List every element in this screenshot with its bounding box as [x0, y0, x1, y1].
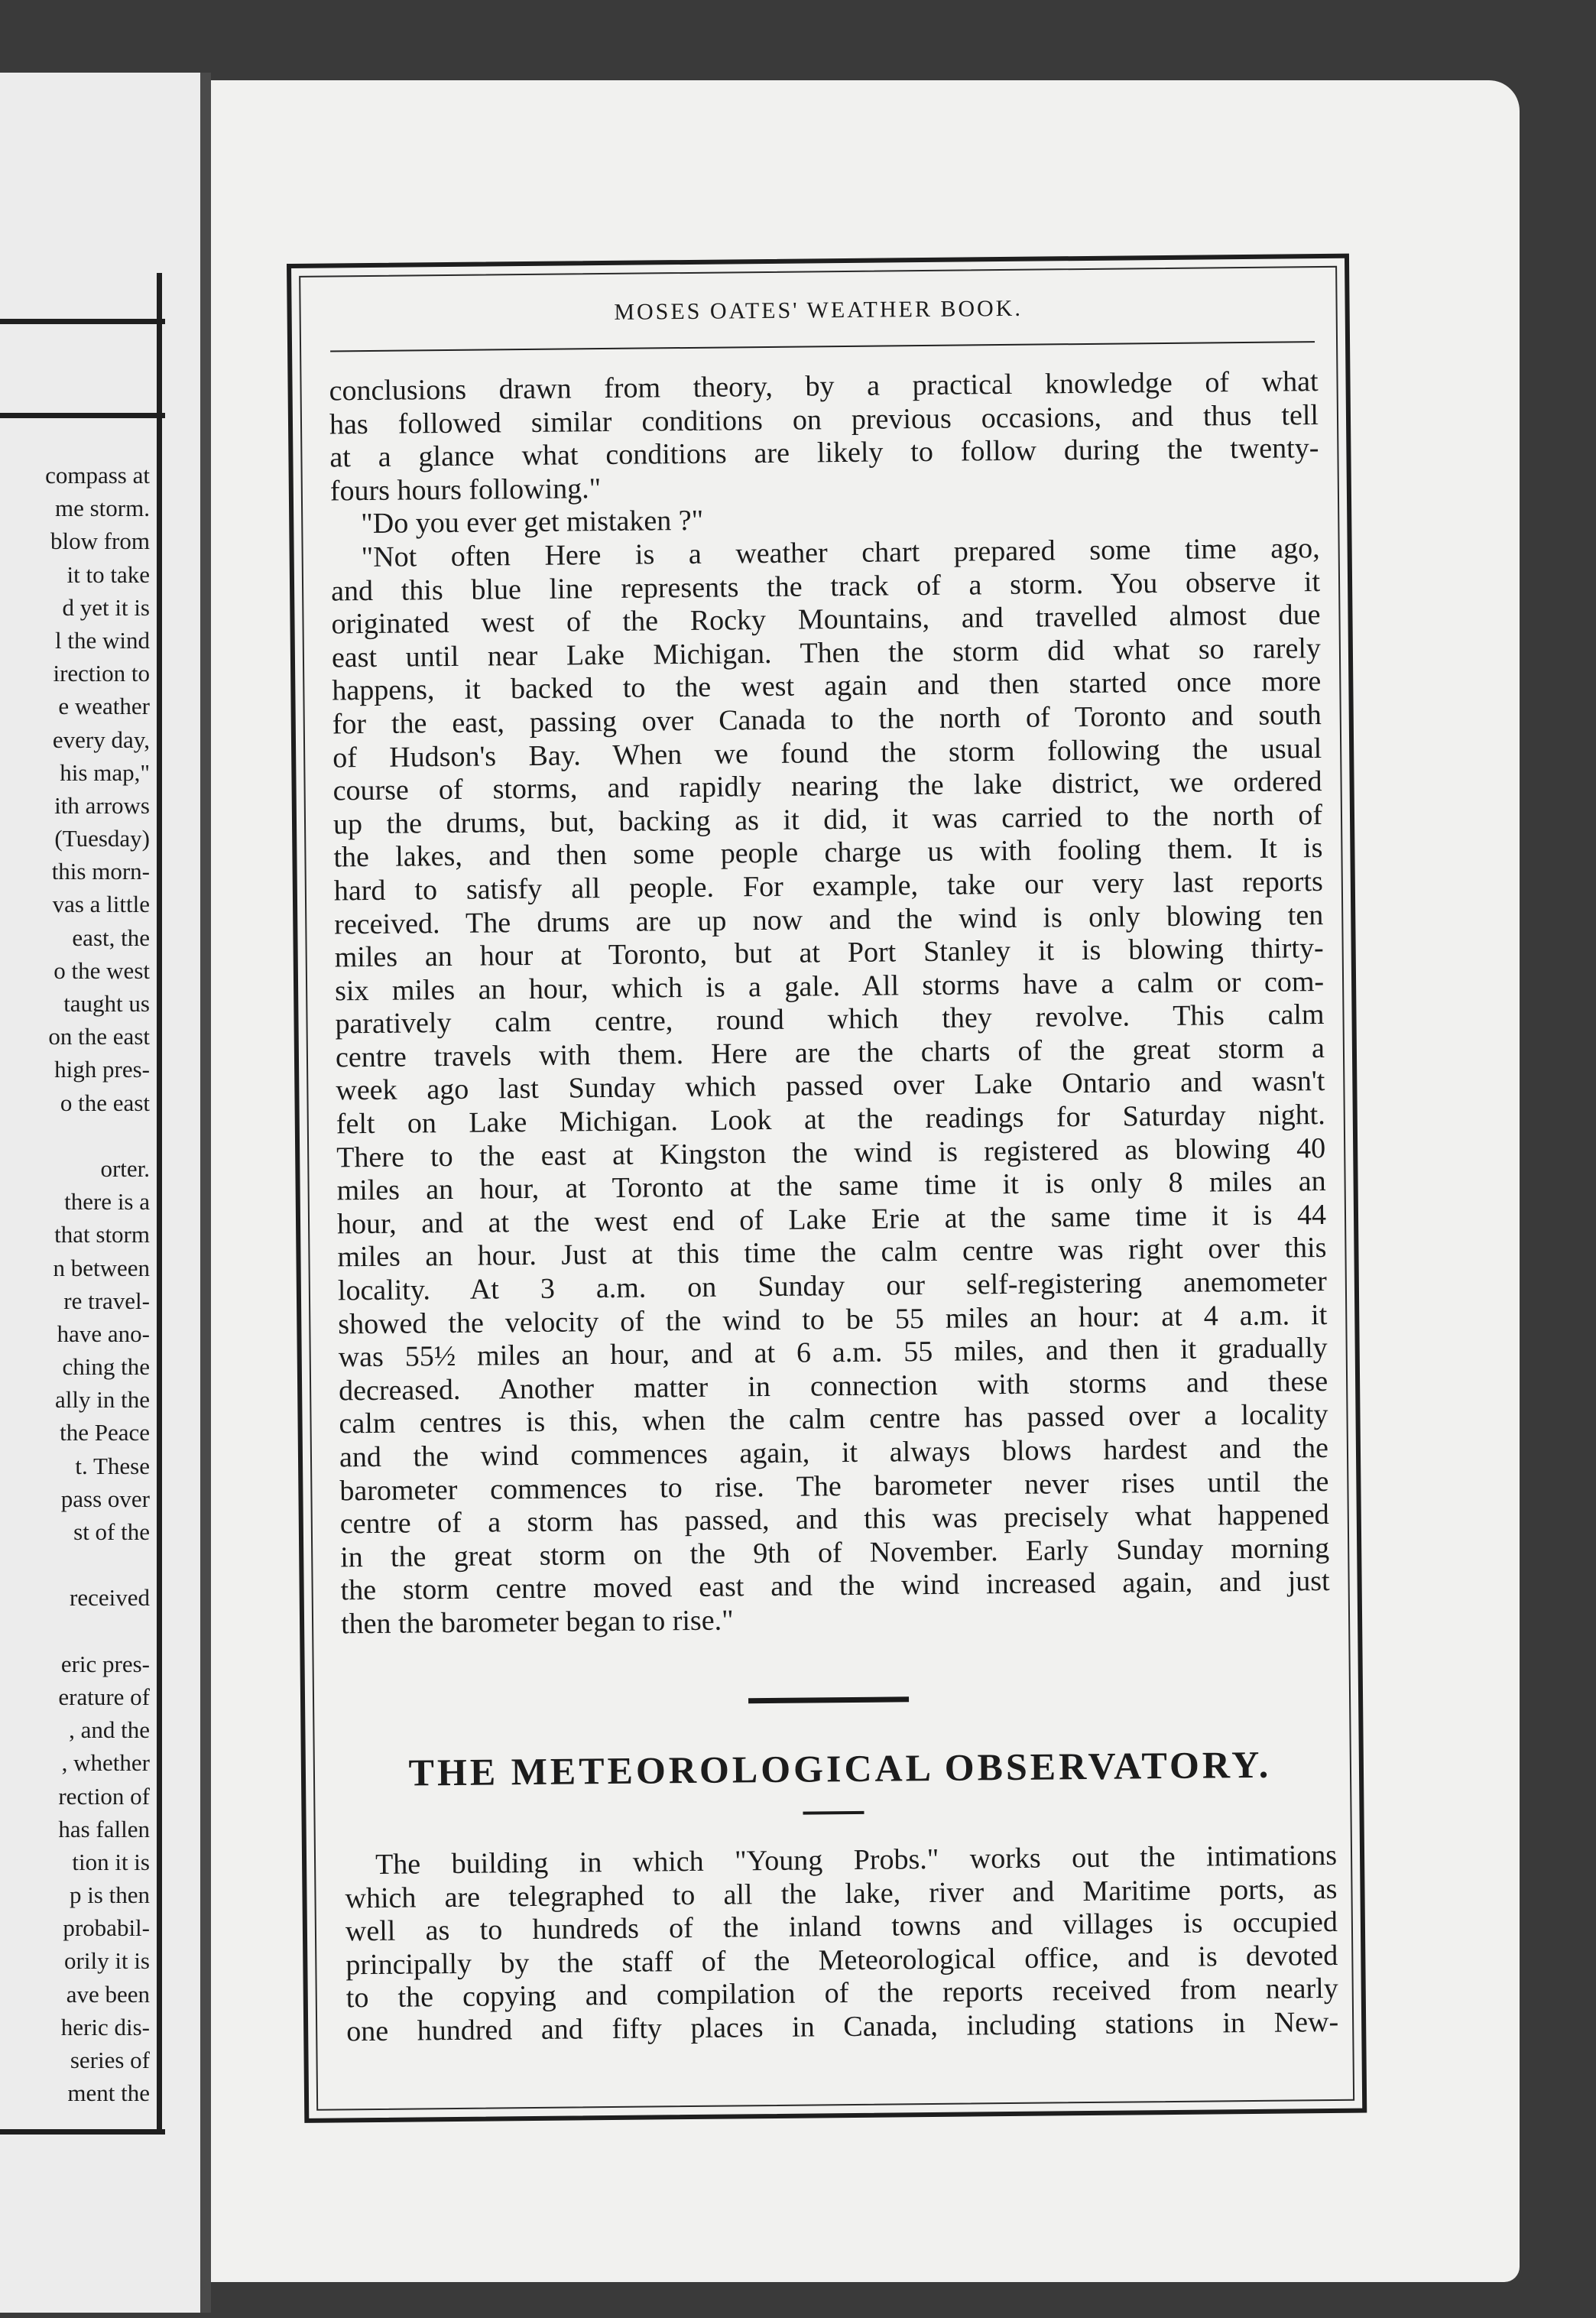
body-line: paratively calm centre, round which they revolve. This calm: [335, 998, 1325, 1041]
body-line: decreased. Another matter in connection with storms and these: [338, 1365, 1328, 1407]
left-page-line: t. These: [75, 1452, 150, 1479]
body-line: and this blue line represents the track of a storm. You observe it: [330, 565, 1321, 608]
body-line: There to the east at Kingston the wind is registered as blowing 40: [336, 1131, 1326, 1174]
body-line: week ago last Sunday which passed over Lake Ontario and wasn't: [336, 1065, 1325, 1107]
left-page-line: pass over: [60, 1485, 150, 1512]
body-line: received. The drums are up now and the wind is only blowing ten: [334, 898, 1324, 940]
left-page-line: vas a little: [52, 891, 150, 918]
section-line: The building in which "Young Probs." works out the intimations: [375, 1839, 1338, 1881]
body-line: felt on Lake Michigan. Look at the readings for Saturday night.: [336, 1099, 1325, 1141]
body-line: centre of a storm has passed, and this was precisely what happened: [339, 1498, 1329, 1540]
left-page-line: ave been: [66, 1980, 150, 2008]
left-page-line: high pres-: [54, 1056, 150, 1083]
left-page-line: rection of: [58, 1782, 150, 1810]
left-page-line: me storm.: [55, 495, 150, 522]
left-page-line: ally in the: [55, 1386, 150, 1414]
left-page-line: d yet it is: [62, 593, 150, 621]
left-page-line: ith arrows: [54, 791, 150, 819]
left-page-line: blow from: [50, 528, 150, 555]
left-page-line: on the east: [48, 1023, 150, 1050]
body-line: of Hudson's Bay. When we found the storm following the usual: [332, 732, 1322, 774]
left-page-line: taught us: [63, 990, 150, 1017]
body-line: locality. At 3 a.m. on Sunday our self-registering anemometer: [337, 1265, 1328, 1307]
left-page-line: o the east: [60, 1089, 150, 1116]
body-line: course of storms, and rapidly nearing the lake district, we ordered: [332, 765, 1322, 807]
left-page-line: ching the: [62, 1353, 150, 1381]
section-line: one hundred and fifty places in Canada, including stations in New-: [345, 2005, 1339, 2048]
body-text: [329, 365, 1330, 1641]
body-line: calm centres is this, when the calm centre has passed over a locality: [339, 1398, 1328, 1440]
section-line: to the copying and compilation of the reports received from nearly: [345, 1972, 1338, 2014]
body-line: miles an hour, at Toronto at the same time it is only 8 miles an: [336, 1165, 1326, 1207]
body-line: miles an hour. Just at this time the calm centre was right over this: [337, 1232, 1327, 1274]
body-line: east until near Lake Michigan. Then the storm did what so rarely: [331, 631, 1322, 674]
section-line: which are telegraphed to all the lake, river and Maritime ports, as: [345, 1872, 1338, 1914]
section-text: [345, 1839, 1338, 2049]
left-page-line: , and the: [69, 1716, 150, 1744]
body-line: showed the velocity of the wind to be 55 miles an hour: at 4 a.m. it: [338, 1298, 1328, 1341]
left-page-line: [0, 1119, 150, 1152]
body-line: was 55½ miles an hour, and at 6 a.m. 55 miles, and then it gradually: [338, 1332, 1328, 1374]
body-line: conclusions drawn from theory, by a practical knowledge of what: [329, 365, 1319, 407]
body-line: then the barometer began to rise.": [340, 1604, 734, 1641]
left-page-top-rule: [0, 319, 165, 324]
left-page-frame-edge: [157, 273, 162, 2131]
left-page-line: ment the: [67, 2079, 150, 2107]
left-page-line: st of the: [73, 1518, 150, 1545]
body-line: up the drums, but, backing as it did, it was carried to the north of: [332, 798, 1323, 841]
book-spine: [200, 73, 211, 2313]
left-page-line: the Peace: [60, 1419, 150, 1446]
left-page-line: eric pres-: [60, 1650, 150, 1677]
left-page-line: every day,: [52, 726, 150, 753]
body-line: the lakes, and then some people charge us with fooling them. It is: [333, 832, 1323, 874]
body-line: for the east, passing over Canada to the north of Toronto and south: [332, 698, 1322, 741]
body-line: hour, and at the west end of Lake Erie at the same time it is 44: [336, 1198, 1327, 1241]
body-line: "Not often Here is a weather chart prepared some time ago,: [361, 532, 1320, 574]
body-line: hard to satisfy all people. For example, take our very last reports: [333, 865, 1324, 907]
left-page-line: probabil-: [63, 1914, 150, 1942]
left-page-line: tion it is: [72, 1848, 150, 1875]
left-page-line: irection to: [53, 660, 150, 687]
left-page-line: , whether: [61, 1749, 150, 1777]
left-page-line: there is a: [64, 1188, 150, 1216]
body-line: in the great storm on the 9th of November. Early Sunday morning: [340, 1531, 1330, 1574]
body-line: "Do you ever get mistaken ?": [361, 505, 704, 541]
body-line: and the wind commences again, it always blows hardest and the: [339, 1431, 1329, 1474]
left-page-line: received: [70, 1584, 150, 1612]
left-page-line: east, the: [72, 924, 150, 951]
left-page-line: e weather: [58, 693, 150, 720]
body-line: miles an hour at Toronto, but at Port Stanley it is blowing thirty-: [334, 932, 1324, 974]
body-line: centre travels with them. Here are the charts of the great storm a: [335, 1031, 1325, 1074]
left-page-line: p is then: [69, 1881, 150, 1909]
left-page-line: heric dis-: [60, 2013, 150, 2040]
left-page-line: this morn-: [51, 858, 150, 885]
left-page-line: l the wind: [55, 626, 150, 654]
section-line: principally by the staff of the Meteorological office, and is devoted: [345, 1939, 1338, 1982]
left-page-line: orter.: [100, 1154, 150, 1182]
left-page-line: have ano-: [57, 1320, 150, 1347]
left-page-line: (Tuesday): [54, 825, 150, 852]
left-page-line: compass at: [45, 462, 150, 489]
body-line: six miles an hour, which is a gale. All storms have a calm or com-: [334, 965, 1325, 1008]
section-title: THE METEOROLOGICAL OBSERVATORY.: [408, 1742, 1272, 1794]
page-frame: [287, 254, 1367, 2123]
body-line: barometer commences to rise. The barometer never rises until the: [339, 1465, 1329, 1508]
left-page-line: has fallen: [58, 1815, 150, 1842]
left-page-bottom-rule: [0, 2129, 165, 2135]
left-facing-page: [0, 73, 205, 2313]
left-page-line: that storm: [54, 1221, 150, 1248]
body-line: happens, it backed to the west again and then started once more: [332, 665, 1322, 707]
left-page-line: it to take: [66, 560, 150, 588]
left-page-line: series of: [70, 2047, 150, 2073]
left-page-line: o the west: [54, 956, 150, 984]
body-line: originated west of the Rocky Mountains, and travelled almost due: [331, 599, 1321, 641]
body-line: fours hours following.": [329, 472, 602, 508]
body-line: the storm centre moved east and the wind increased again, and just: [340, 1565, 1330, 1607]
body-line: at a glance what conditions are likely to follow during the twenty-: [329, 432, 1319, 474]
section-title-rule: [803, 1811, 864, 1815]
running-head: MOSES OATES' WEATHER BOOK.: [614, 295, 1023, 325]
section-line: well as to hundreds of the inland towns and villages is occupied: [345, 1906, 1338, 1948]
body-line: has followed similar conditions on previous occasions, and thus tell: [329, 398, 1319, 441]
left-page-line: n between: [53, 1254, 150, 1281]
left-page-text: [0, 459, 150, 2109]
left-page-line: erature of: [58, 1683, 150, 1710]
left-page-line: [0, 1615, 150, 1648]
left-page-line: orily it is: [64, 1947, 150, 1975]
left-page-head-rule: [0, 413, 165, 418]
left-page-line: re travel-: [63, 1287, 150, 1314]
left-page-line: his map,": [60, 758, 150, 786]
left-page-line: [0, 1548, 150, 1581]
